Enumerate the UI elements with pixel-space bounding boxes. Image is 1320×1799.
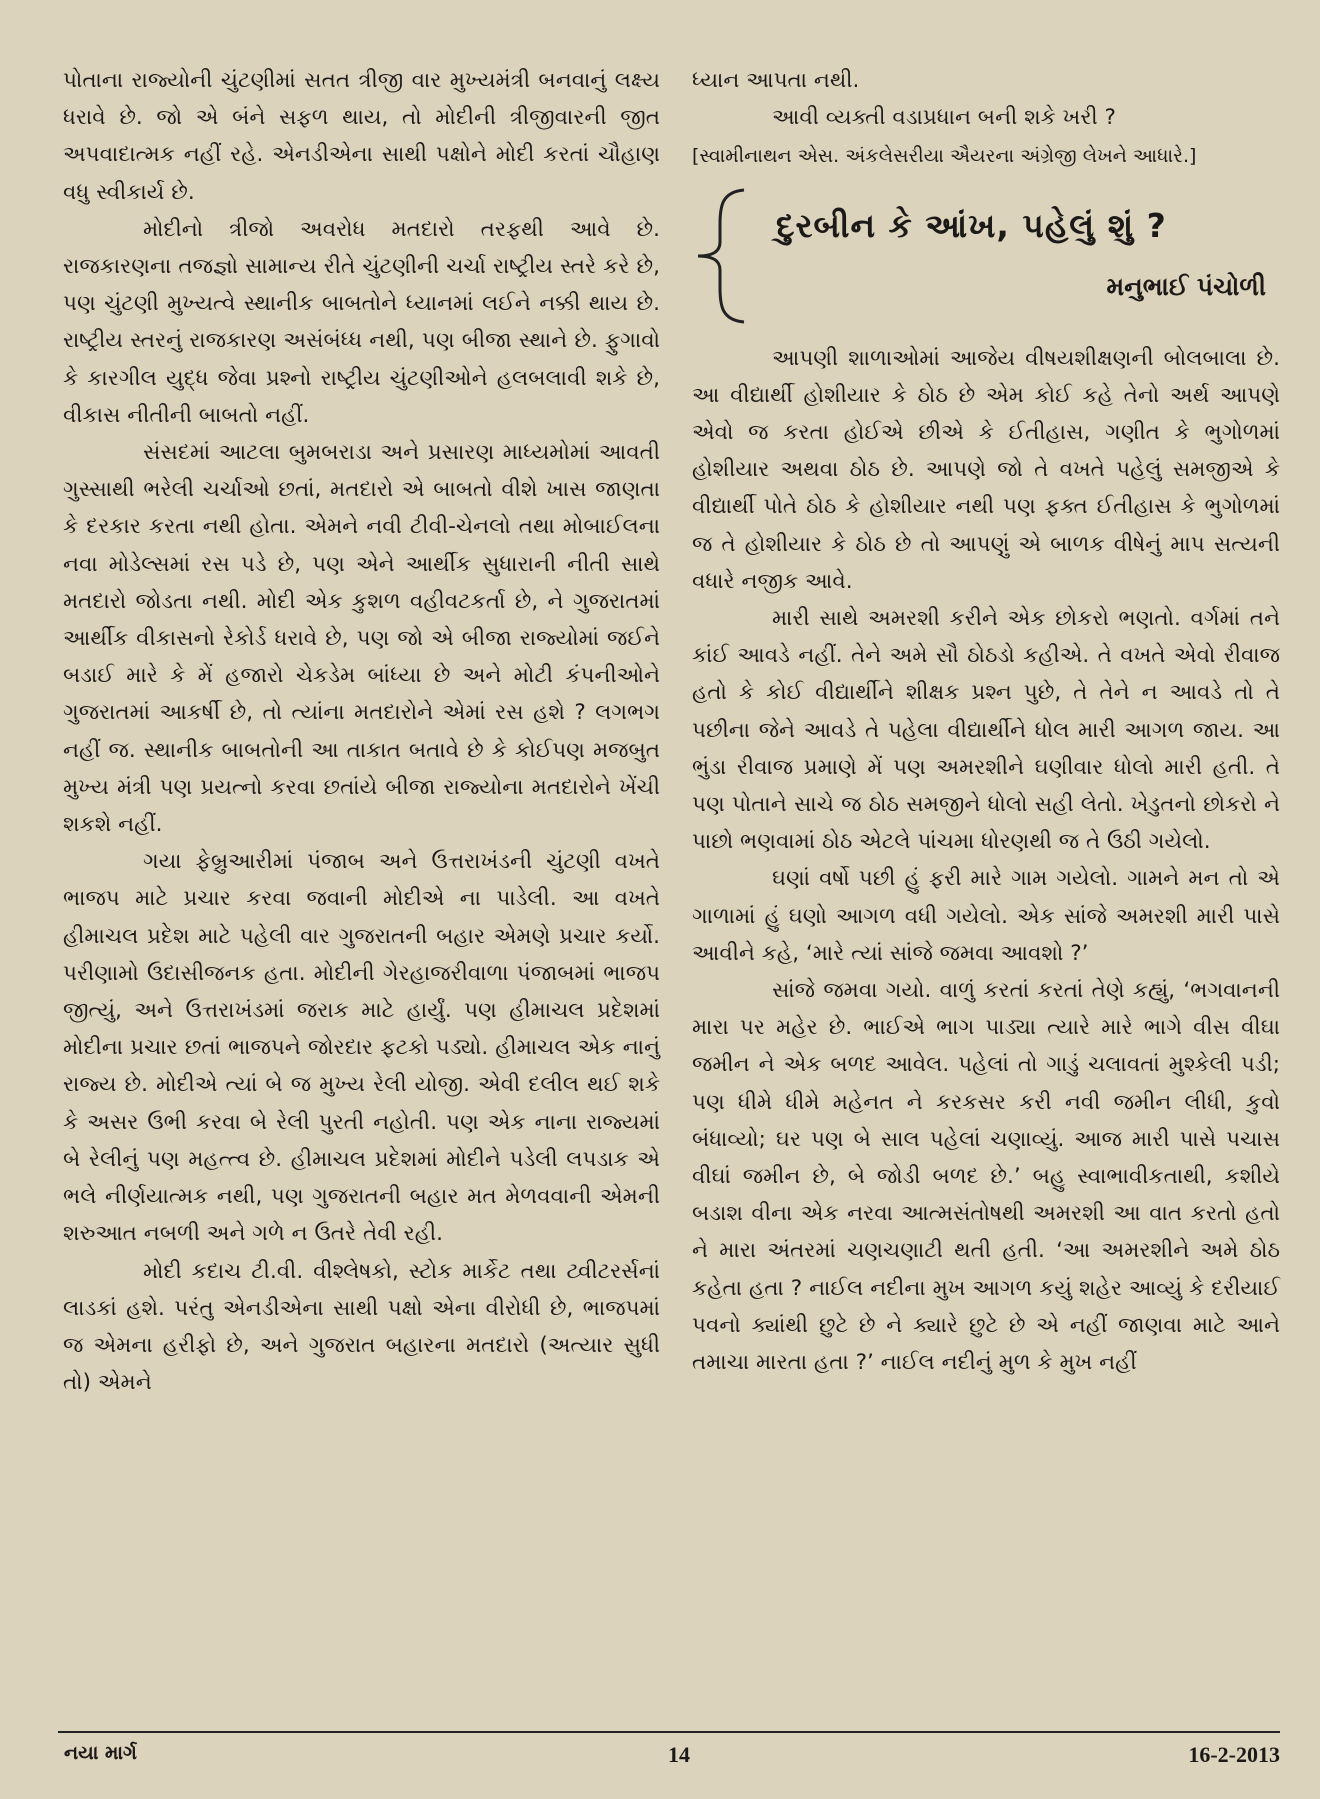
article-paragraph-3: ઘણાં વર્ષો પછી હું ફરી મારે ગામ ગયેલો. ગામને મન તો એ ગાળામાં હું ઘણો આગળ વધી ગયેલો. એક સાંજે અમરશી મારી પાસે આવીને કહે, ‘મારે ત્યાં સાંજે જમવા આવશો ?’ xyxy=(692,866,1280,966)
article-paragraph-4: સાંજે જમવા ગયો. વાળું કરતાં કરતાં તેણે કહ્યું, ‘ભગવાનની મારા પર મહેર છે. ભાઈએ ભાગ પાડ્યા ત્યારે મારે ભાગે વીસ વીઘા જમીન ને એક બળદ આવેલ. પહેલાં તો ગાડું ચલાવતાં મુશ્કેલી પડી; પણ ધીમે ધીમે મહેનત ને કરકસર કરી નવી જમીન લીધી, કુવો બંધાવ્યો; ઘર પણ બે સાલ પહેલાં ચણાવ્યું. આજ મારી પાસે પચાસ વીઘાં જમીન છે, બે જોડી બળદ છે.’ બહુ સ્વાભાવીકતાથી, કશીયે બડાશ વીના એક નરવા આત્મસંતોષથી અમરશી આ વાત કરતો હતો ને મારા અંતરમાં ચણચણાટી થતી હતી. ‘આ અમરશીને અમે ઠોઠ કહેતા હતા ? નાઈલ નદીના મુખ આગળ કયું શહેર આવ્યું કે દરીયાઈ પવનો ક્યાંથી છુટે છે ને ક્યારે છુટે છે એ નહીં જાણવા માટે આને તમાચા મારતા હતા ?’ નાઈલ નદીનું મુળ કે મુખ નહીં xyxy=(692,978,1280,1376)
article-body xyxy=(692,340,1280,1382)
curly-brace-ornament xyxy=(692,186,752,326)
source-note: [સ્વામીનાથન એસ. અંકલેસરીયા ઐયરના અંગ્રેજી લેખને આધારે.] xyxy=(692,145,1197,168)
left-column xyxy=(63,62,660,1401)
article-author: મનુભાઈ પંચોળી xyxy=(1106,271,1266,301)
page-footer xyxy=(58,1738,1280,1778)
right-column xyxy=(692,62,1280,1381)
article-paragraph-1: આપણી શાળાઓમાં આજેય વીષયશીક્ષણની બોલબાલા છે. આ વીદ્યાર્થી હોશીયાર કે ઠોઠ છે એમ કોઈ કહે તેનો અર્થ આપણે એવો જ કરતા હોઈએ છીએ કે ઈતીહાસ, ગણીત કે ભુગોળમાં હોશીયાર અથવા ઠોઠ છે. આપણે જો તે વખતે પહેલું સમજીએ કે વીદ્યાર્થી પોતે ઠોઠ કે હોશીયાર નથી પણ ફક્ત ઈતીહાસ કે ભુગોળમાં જ તે હોશીયાર કે ઠોઠ છે તો આપણું એ બાળક વીષેનું માપ સત્યની વધારે નજીક આવે. xyxy=(692,345,1280,594)
page-number: 14 xyxy=(668,1742,690,1767)
article-paragraph-2: મારી સાથે અમરશી કરીને એક છોકરો ભણતો. વર્ગમાં તને કાંઈ આવડે નહીં. તેને અમે સૌ ઠોઠડો કહીએ. તે વખતે એવો રીવાજ હતો કે કોઈ વીદ્યાર્થીને શીક્ષક પ્રશ્ન પુછે, તે તેને ન આવડે તો તે પછીના જેને આવડે તે પહેલા વીદ્યાર્થીને ધોલ મારી આગળ જાય. આ ભુંડા રીવાજ પ્રમાણે મેં પણ અમરશીને ઘણીવાર ધોલો મારી હતી. તે પણ પોતાને સાચે જ ઠોઠ સમજીને ધોલો સહી લેતો. ખેડુતનો છોકરો ને પાછો ભણવામાં ઠોઠ એટલે પાંચમા ધોરણથી જ તે ઉઠી ગયેલો. xyxy=(692,606,1280,855)
left-paragraph-4: ગયા ફેબ્રુઆરીમાં પંજાબ અને ઉત્તરાખંડની ચુંટણી વખતે ભાજપ માટે પ્રચાર કરવા જવાની મોદીએ ના પાડેલી. આ વખતે હીમાચલ પ્રદેશ માટે પહેલી વાર ગુજરાતની બહાર એમણે પ્રચાર કર્યો. પરીણામો ઉદાસીજનક હતા. મોદીની ગેરહાજરીવાળા પંજાબમાં ભાજપ જીત્યું, અને ઉત્તરાખંડમાં જરાક માટે હાર્યું. પણ હીમાચલ પ્રદેશમાં મોદીના પ્રચાર છતાં ભાજપને જોરદાર ફટકો પડ્યો. હીમાચલ એક નાનું રાજ્ય છે. મોદીએ ત્યાં બે જ મુખ્ય રેલી યોજી. એવી દલીલ થઈ શકે કે અસર ઉભી કરવા બે રેલી પુરતી નહોતી. પણ એક નાના રાજ્યમાં બે રેલીનું પણ મહત્ત્વ છે. હીમાચલ પ્રદેશમાં મોદીને પડેલી લપડાક એ ભલે નીર્ણયાત્મક નથી, પણ ગુજરાતની બહાર મત મેળવવાની એમની શરુઆત નબળી અને ગળે ન ઉતરે તેવી રહી. xyxy=(63,849,660,1247)
footer-rule xyxy=(58,1731,1280,1733)
left-paragraph-2: મોદીનો ત્રીજો અવરોધ મતદારો તરફથી આવે છે. રાજકારણના તજજ્ઞો સામાન્ય રીતે ચુંટણીની ચર્ચા રાષ્ટ્રીય સ્તરે કરે છે, પણ ચુંટણી મુખ્યત્વે સ્થાનીક બાબતોને ધ્યાનમાં લઈને નક્કી થાય છે. રાષ્ટ્રીય સ્તરનું રાજકારણ અસંબંધ્ધ નથી, પણ બીજા સ્થાને છે. ફુગાવો કે કારગીલ યુદ્ધ જેવા પ્રશ્નો રાષ્ટ્રીય ચુંટણીઓને હલબલાવી શકે છે, વીકાસ નીતીની બાબતો નહીં. xyxy=(63,216,660,428)
issue-date: 16-2-2013 xyxy=(1188,1742,1280,1767)
article-header xyxy=(692,182,1280,332)
closing-question: આવી વ્યક્તી વડાપ્રધાન બની શકે ખરી ? xyxy=(772,105,1116,131)
publication-name: નયા માર્ગ xyxy=(64,1742,137,1764)
continuation-line: ધ્યાન આપતા નથી. xyxy=(692,68,860,93)
article-title: દુરબીન કે આંખ, પહેલું શું ? xyxy=(776,205,1167,245)
left-paragraph-3: સંસદમાં આટલા બુમબરાડા અને પ્રસારણ માધ્યમોમાં આવતી ગુસ્સાથી ભરેલી ચર્ચાઓ છતાં, મતદારો એ બાબતો વીશે ખાસ જાણતા કે દરકાર કરતા નથી હોતા. એમને નવી ટીવી-ચેનલો તથા મોબાઈલના નવા મોડેલ્સમાં રસ પડે છે, પણ એને આર્થીક સુધારાની નીતી સાથે મતદારો જોડતા નથી. મોદી એક કુશળ વહીવટકર્તા છે, ને ગુજરાતમાં આર્થીક વીકાસનો રેકોર્ડ ધરાવે છે, પણ જો એ બીજા રાજ્યોમાં જઈને બડાઈ મારે કે મેં હજારો ચેકડેમ બાંધ્યા છે અને મોટી કંપનીઓને ગુજરાતમાં આકર્ષી છે, તો ત્યાંના મતદારોને એમાં રસ હશે ? લગભગ નહીં જ. સ્થાનીક બાબતોની આ તાકાત બતાવે છે કે કોઈપણ મજબુત મુખ્ય મંત્રી પણ પ્રયત્નો કરવા છતાંયે બીજા રાજ્યોના મતદારોને ખેંચી શકશે નહીં. xyxy=(63,440,660,838)
left-paragraph-5: મોદી કદાચ ટી.વી. વીશ્લેષકો, સ્ટોક માર્કેટ તથા ટ્વીટરર્સનાં લાડકાં હશે. પરંતુ એનડીએના સાથી પક્ષો એના વીરોધી છે, ભાજપમાં જ એમના હરીફો છે, અને ગુજરાત બહારના મતદારો (અત્યાર સુધી તો) એમને xyxy=(63,1258,660,1396)
left-paragraph-1: પોતાના રાજ્યોની ચુંટણીમાં સતત ત્રીજી વાર મુખ્યમંત્રી બનવાનું લક્ષ્ય ધરાવે છે. જો એ બંને સફળ થાય, તો મોદીની ત્રીજીવારની જીત અપવાદાત્મક નહીં રહે. એનડીએના સાથી પક્ષોને મોદી કરતાં ચૌહાણ વધુ સ્વીકાર્ય છે. xyxy=(63,68,660,205)
